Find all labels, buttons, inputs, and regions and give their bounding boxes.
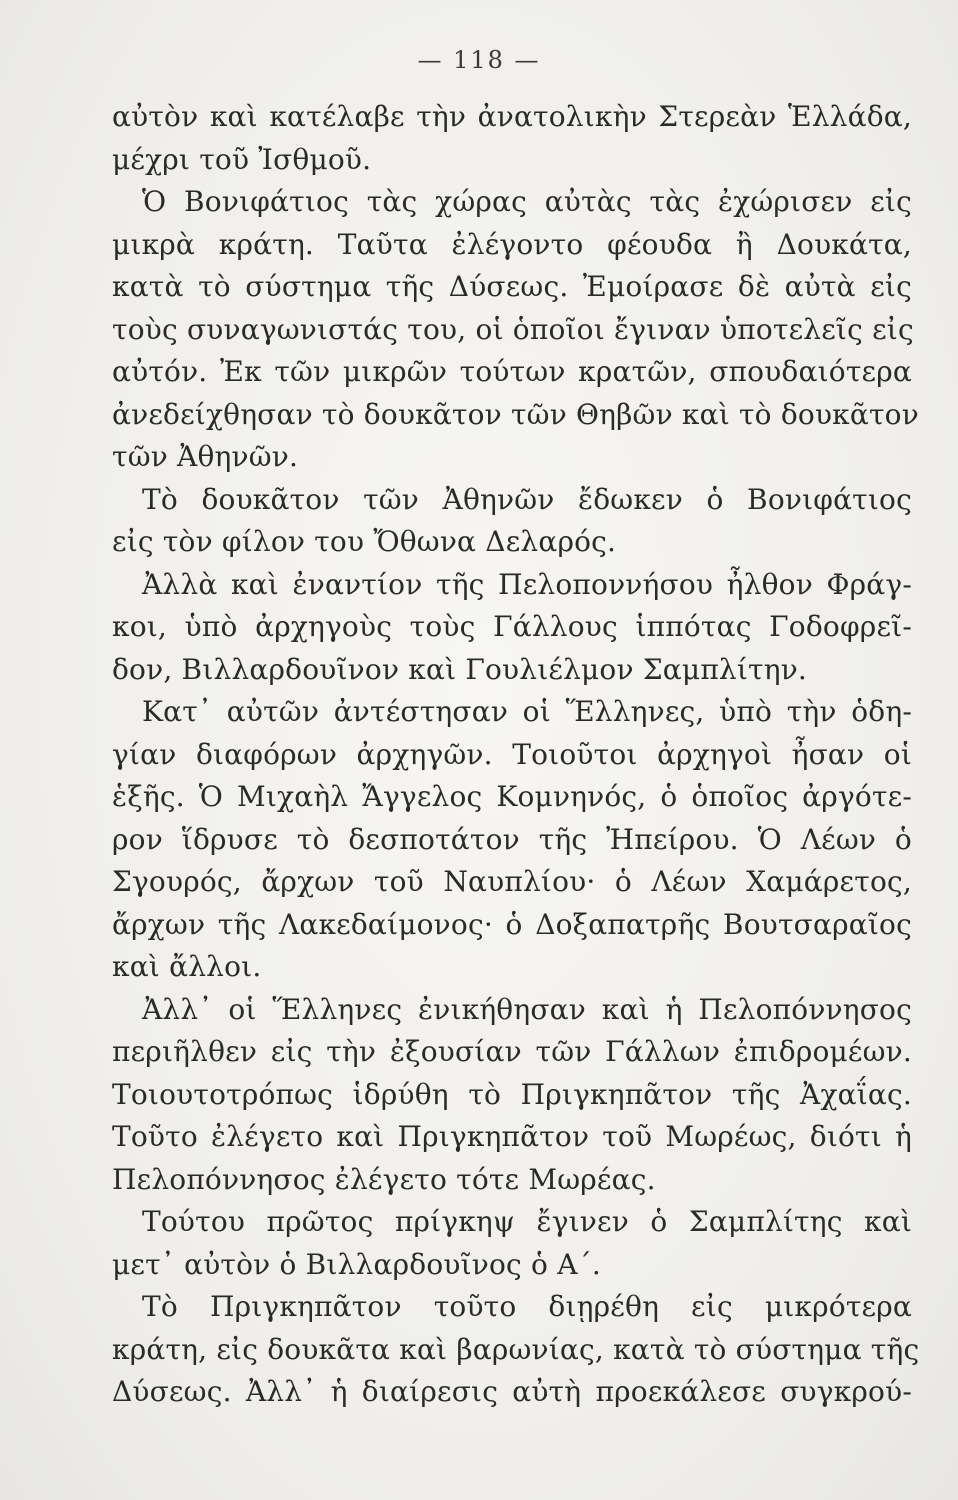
text-line: Κατ᾽ αὐτῶν ἀντέστησαν οἱ Ἕλληνες, ὑπὸ τὴν ὁδη- xyxy=(142,695,912,728)
text-line: Ἀλλὰ καὶ ἐναντίον τῆς Πελοποννήσου ἦλθον Φράγ- xyxy=(142,567,912,601)
text-line: Πελοπόννησος ἐλέγετο τότε Μωρέας. xyxy=(112,1162,656,1196)
text-line: Τοῦτο ἐλέγετο καὶ Πριγκηπᾶτον τοῦ Μωρέως, διότι ἡ xyxy=(112,1120,912,1153)
text-line: τῶν Ἀθηνῶν. xyxy=(112,440,299,473)
text-line: κατὰ τὸ σύστημα τῆς Δύσεως. Ἐμοίρασε δὲ αὐτὰ εἰς xyxy=(112,270,912,303)
text-line: ἄρχων τῆς Λακεδαίμονος· ὁ Δοξαπατρῆς Βουτσαραῖος xyxy=(112,907,912,941)
page-number: — 118 — xyxy=(417,46,541,74)
text-line: Τούτου πρῶτος πρίγκηψ ἔγινεν ὁ Σαμπλίτης καὶ xyxy=(142,1205,912,1238)
text-line: γίαν διαφόρων ἀρχηγῶν. Τοιοῦτοι ἀρχηγοὶ ἦσαν οἱ xyxy=(112,737,912,771)
text-line: μικρὰ κράτη. Ταῦτα ἐλέγοντο φέουδα ἢ Δουκάτα, xyxy=(112,227,912,261)
text-line: Σγουρός, ἄρχων τοῦ Ναυπλίου· ὁ Λέων Χαμάρετος, xyxy=(112,865,912,898)
text-line: ρον ἵδρυσε τὸ δεσποτάτον τῆς Ἠπείρου. Ὁ Λέων ὁ xyxy=(112,822,912,856)
body-text xyxy=(112,96,920,1414)
text-line: τοὺς συναγωνιστάς του, οἱ ὁποῖοι ἔγιναν ὑποτελεῖς εἰς xyxy=(112,312,914,346)
text-line: περιῆλθεν εἰς τὴν ἐξουσίαν τῶν Γάλλων ἐπιδρομέων. xyxy=(112,1035,912,1068)
text-line: Τὸ δουκᾶτον τῶν Ἀθηνῶν ἔδωκεν ὁ Βονιφάτιος xyxy=(142,482,912,516)
text-line: μετ᾽ αὐτὸν ὁ Βιλλαρδουῖνος ὁ Α΄. xyxy=(112,1247,601,1281)
text-line: Ὁ Βονιφάτιος τὰς χώρας αὐτὰς τὰς ἐχώρισεν εἰς xyxy=(142,185,912,218)
text-line: ἀνεδείχθησαν τὸ δουκᾶτον τῶν Θηβῶν καὶ τὸ δουκᾶτον xyxy=(112,397,919,431)
text-line: Τοιουτοτρόπως ἱδρύθη τὸ Πριγκηπᾶτον τῆς Ἀχαΐας. xyxy=(112,1077,912,1111)
text-line: Δύσεως. Ἀλλ᾽ ἡ διαίρεσις αὐτὴ προεκάλεσε συγκρού- xyxy=(112,1375,912,1408)
text-line: Τὸ Πριγκηπᾶτον τοῦτο διῃρέθη εἰς μικρότερα xyxy=(142,1290,912,1323)
text-line: μέχρι τοῦ Ἰσθμοῦ. xyxy=(112,142,372,176)
text-line: αὐτόν. Ἐκ τῶν μικρῶν τούτων κρατῶν, σπουδαιότερα xyxy=(112,355,912,388)
text-line: Ἀλλ᾽ οἱ Ἕλληνες ἐνικήθησαν καὶ ἡ Πελοπόννησος xyxy=(142,992,912,1026)
text-line: ἑξῆς. Ὁ Μιχαὴλ Ἄγγελος Κομνηνός, ὁ ὁποῖος ἀργότε- xyxy=(112,780,912,813)
text-line: αὐτὸν καὶ κατέλαβε τὴν ἀνατολικὴν Στερεὰν Ἑλλάδα, xyxy=(112,100,912,133)
text-line: κράτη, εἰς δουκᾶτα καὶ βαρωνίας, κατὰ τὸ σύστημα τῆς xyxy=(112,1332,920,1366)
text-line: καὶ ἄλλοι. xyxy=(112,950,262,983)
text-line: εἰς τὸν φίλον του Ὄθωνα Δελαρός. xyxy=(112,525,617,558)
text-line: κοι, ὑπὸ ἀρχηγοὺς τοὺς Γάλλους ἱππότας Γοδοφρεῖ- xyxy=(112,610,912,643)
text-line: δον, Βιλλαρδουῖνον καὶ Γουλιέλμον Σαμπλίτην. xyxy=(112,652,808,686)
